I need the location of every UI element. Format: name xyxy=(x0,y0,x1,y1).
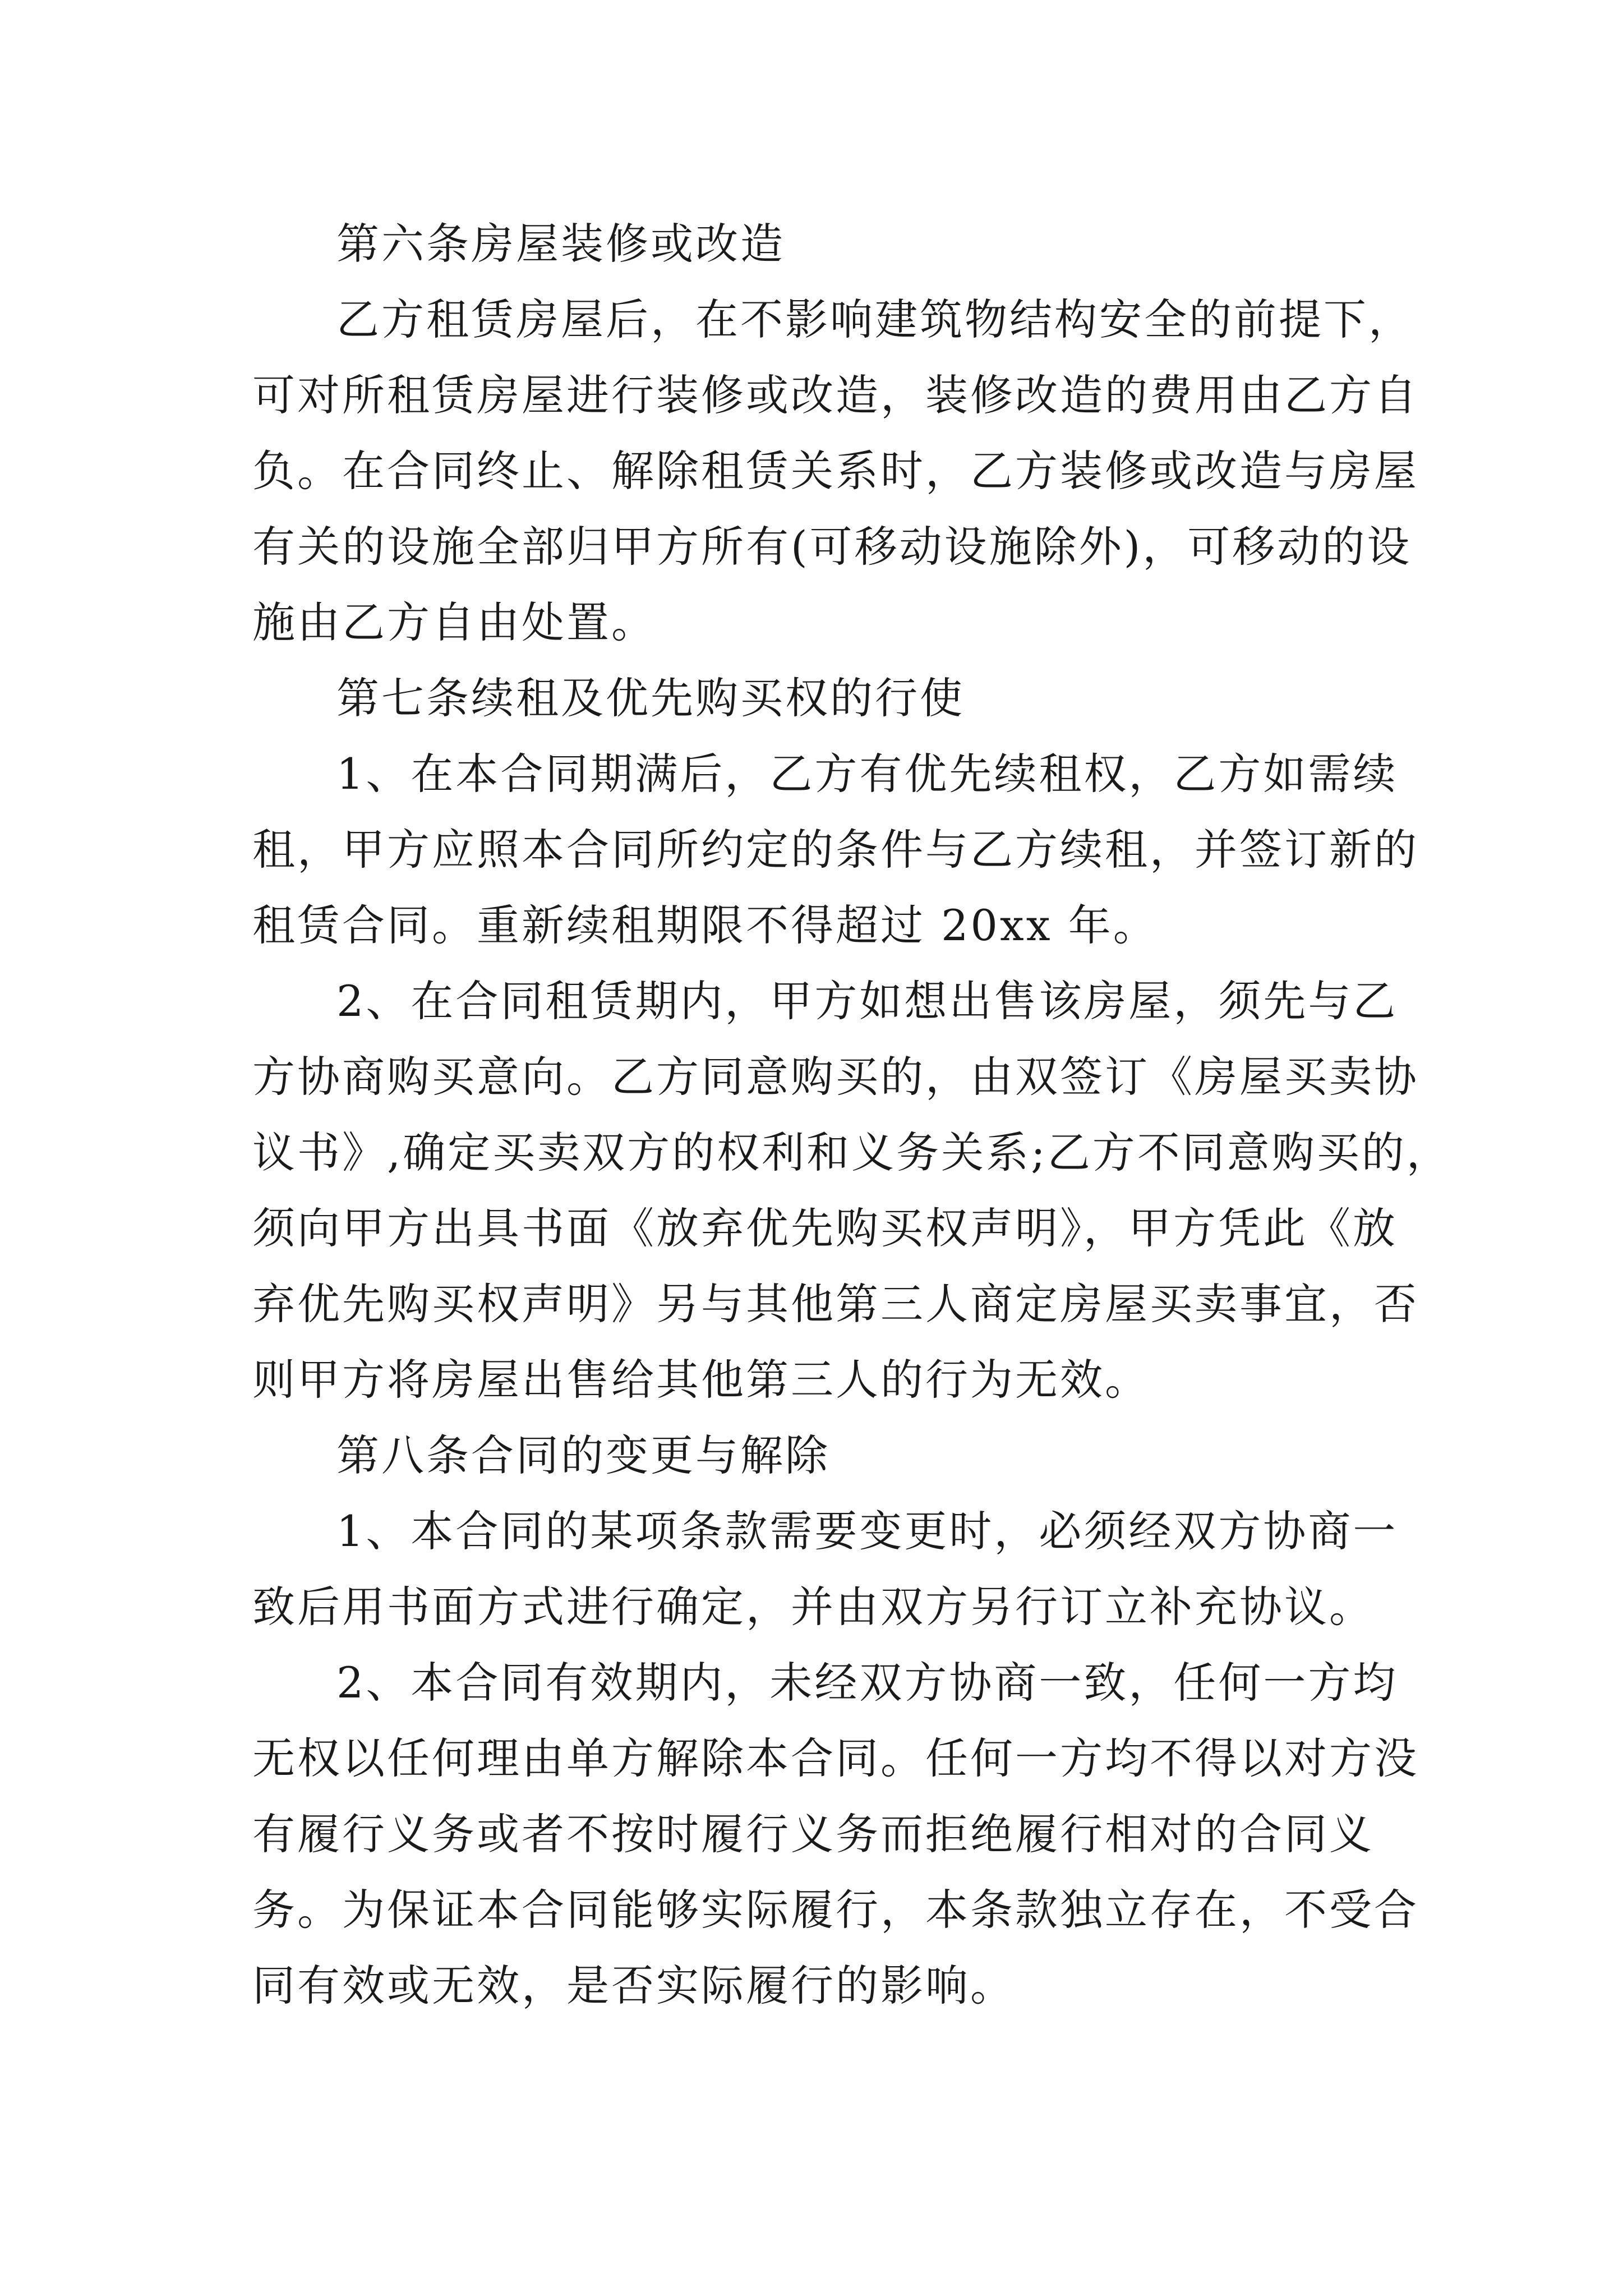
paragraph-line: 1、本合同的某项条款需要变更时，必须经双方协商一 xyxy=(336,1506,1398,1556)
section-heading-7: 第七条续租及优先购买权的行使 xyxy=(336,673,965,723)
paragraph-line: 施由乙方自由处置。 xyxy=(252,597,656,647)
paragraph-line: 方协商购买意向。乙方同意购买的，由双签订《房屋买卖协 xyxy=(252,1052,1419,1102)
paragraph-line: 可对所租赁房屋进行装修或改造，装修改造的费用由乙方自 xyxy=(252,370,1419,420)
section-heading-8: 第八条合同的变更与解除 xyxy=(336,1430,830,1480)
paragraph-line: 弃优先购买权声明》另与其他第三人商定房屋买卖事宜，否 xyxy=(252,1279,1419,1329)
paragraph-line: 2、在合同租赁期内，甲方如想出售该房屋，须先与乙 xyxy=(336,976,1398,1026)
paragraph-line: 租，甲方应照本合同所约定的条件与乙方续租，并签订新的 xyxy=(252,825,1419,875)
paragraph-line: 则甲方将房屋出售给其他第三人的行为无效。 xyxy=(252,1355,1150,1405)
paragraph-line: 租赁合同。重新续租期限不得超过 20xx 年。 xyxy=(252,900,1158,950)
section-heading-6: 第六条房屋装修或改造 xyxy=(336,219,785,269)
paragraph-line: 须向甲方出具书面《放弃优先购买权声明》，甲方凭此《放 xyxy=(252,1203,1398,1253)
paragraph-line: 有关的设施全部归甲方所有(可移动设施除外)，可移动的设 xyxy=(252,522,1412,572)
paragraph-line: 同有效或无效，是否实际履行的影响。 xyxy=(252,1961,1015,2010)
paragraph-line: 议书》,确定买卖双方的权利和义务关系;乙方不同意购买的， xyxy=(252,1128,1451,1177)
paragraph-line: 乙方租赁房屋后，在不影响建筑物结构安全的前提下， xyxy=(336,295,1413,344)
paragraph-line: 1、在本合同期满后，乙方有优先续租权，乙方如需续 xyxy=(336,749,1398,799)
paragraph-line: 致后用书面方式进行确定，并由双方另行订立补充协议。 xyxy=(252,1582,1374,1632)
paragraph-line: 无权以任何理由单方解除本合同。任何一方均不得以对方没 xyxy=(252,1733,1419,1783)
paragraph-line: 务。为保证本合同能够实际履行，本条款独立存在，不受合 xyxy=(252,1885,1419,1935)
paragraph-line: 有履行义务或者不按时履行义务而拒绝履行相对的合同义 xyxy=(252,1809,1374,1859)
paragraph-line: 2、本合同有效期内，未经双方协商一致，任何一方均 xyxy=(336,1658,1398,1708)
paragraph-line: 负。在合同终止、解除租赁关系时，乙方装修或改造与房屋 xyxy=(252,446,1419,496)
